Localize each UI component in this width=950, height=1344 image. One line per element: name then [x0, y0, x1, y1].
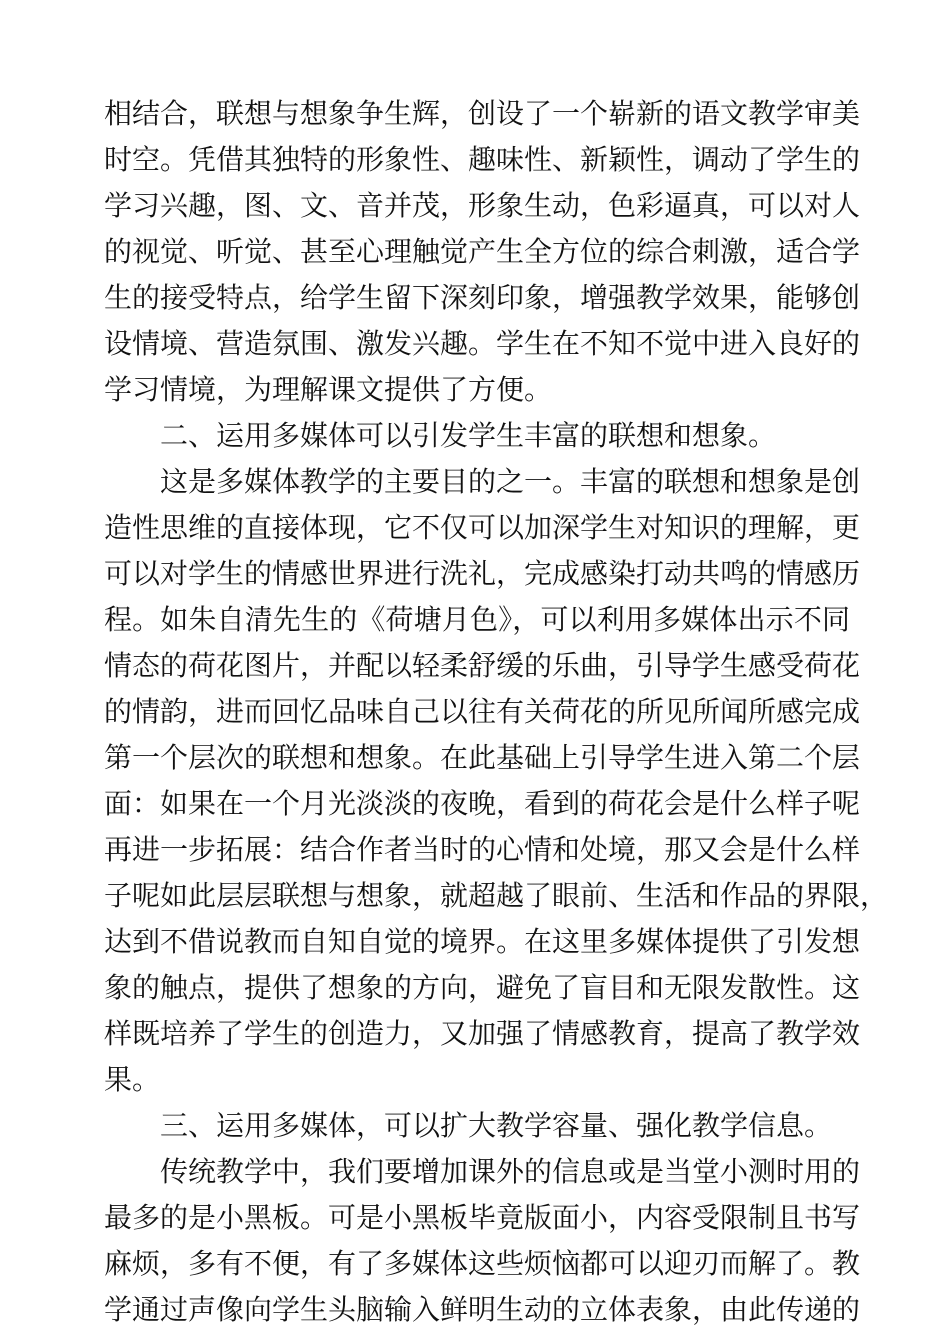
text-line: 情态的荷花图片，并配以轻柔舒缓的乐曲，引导学生感受荷花 [104, 649, 861, 682]
paragraph-body [104, 459, 889, 1103]
section-heading-3 [104, 1103, 850, 1149]
text-line: 第一个层次的联想和想象。在此基础上引导学生进入第二个层 [104, 741, 861, 774]
text-line: 时空。凭借其独特的形象性、趣味性、新颖性，调动了学生的 [104, 143, 861, 176]
text-line: 象的触点，提供了想象的方向，避免了盲目和无限发散性。这 [104, 971, 861, 1004]
text-line: 样既培养了学生的创造力，又加强了情感教育，提高了教学效 [104, 1017, 861, 1050]
text-line: 面：如果在一个月光淡淡的夜晚，看到的荷花会是什么样子呢 [104, 787, 861, 820]
text-line: 的情韵，进而回忆品味自己以往有关荷花的所见所闻所感完成 [104, 695, 861, 728]
paragraph-continuation [104, 91, 861, 413]
text-line: 相结合，联想与想象争生辉，创设了一个崭新的语文教学审美 [104, 97, 861, 130]
text-line: 设情境、营造氛围、激发兴趣。学生在不知不觉中进入良好的 [104, 327, 861, 360]
heading-line: 二、运用多媒体可以引发学生丰富的联想和想象。 [160, 419, 777, 452]
text-line: 学通过声像向学生头脑输入鲜明生动的立体表象，由此传递的 [104, 1293, 861, 1326]
text-line: 的视觉、听觉、甚至心理触觉产生全方位的综合刺激，适合学 [104, 235, 861, 268]
text-line: 造性思维的直接体现，它不仅可以加深学生对知识的理解，更 [104, 511, 861, 544]
text-line: 麻烦，多有不便，有了多媒体这些烦恼都可以迎刃而解了。教 [104, 1247, 861, 1280]
text-line: 程。如朱自清先生的《荷塘月色》，可以利用多媒体出示不同 [104, 603, 850, 636]
text-line: 再进一步拓展：结合作者当时的心情和处境，那又会是什么样 [104, 833, 861, 866]
heading-line: 三、运用多媒体，可以扩大教学容量、强化教学信息。 [160, 1109, 833, 1142]
text-line: 传统教学中，我们要增加课外的信息或是当堂小测时用的 [160, 1155, 861, 1188]
text-line: 子呢如此层层联想与想象，就超越了眼前、生活和作品的界限， [104, 879, 889, 912]
text-line: 可以对学生的情感世界进行洗礼，完成感染打动共鸣的情感历 [104, 557, 861, 590]
text-line: 果。 [104, 1063, 161, 1096]
paragraph-body [104, 1149, 861, 1333]
text-line: 学习情境，为理解课文提供了方便。 [104, 373, 553, 406]
document-page [104, 91, 889, 1333]
text-line: 达到不借说教而自知自觉的境界。在这里多媒体提供了引发想 [104, 925, 861, 958]
section-heading-2 [104, 413, 850, 459]
text-line: 生的接受特点，给学生留下深刻印象，增强教学效果，能够创 [104, 281, 861, 314]
text-line: 学习兴趣，图、文、音并茂，形象生动，色彩逼真，可以对人 [104, 189, 861, 222]
text-line: 这是多媒体教学的主要目的之一。丰富的联想和想象是创 [160, 465, 861, 498]
text-line: 最多的是小黑板。可是小黑板毕竟版面小，内容受限制且书写 [104, 1201, 861, 1234]
